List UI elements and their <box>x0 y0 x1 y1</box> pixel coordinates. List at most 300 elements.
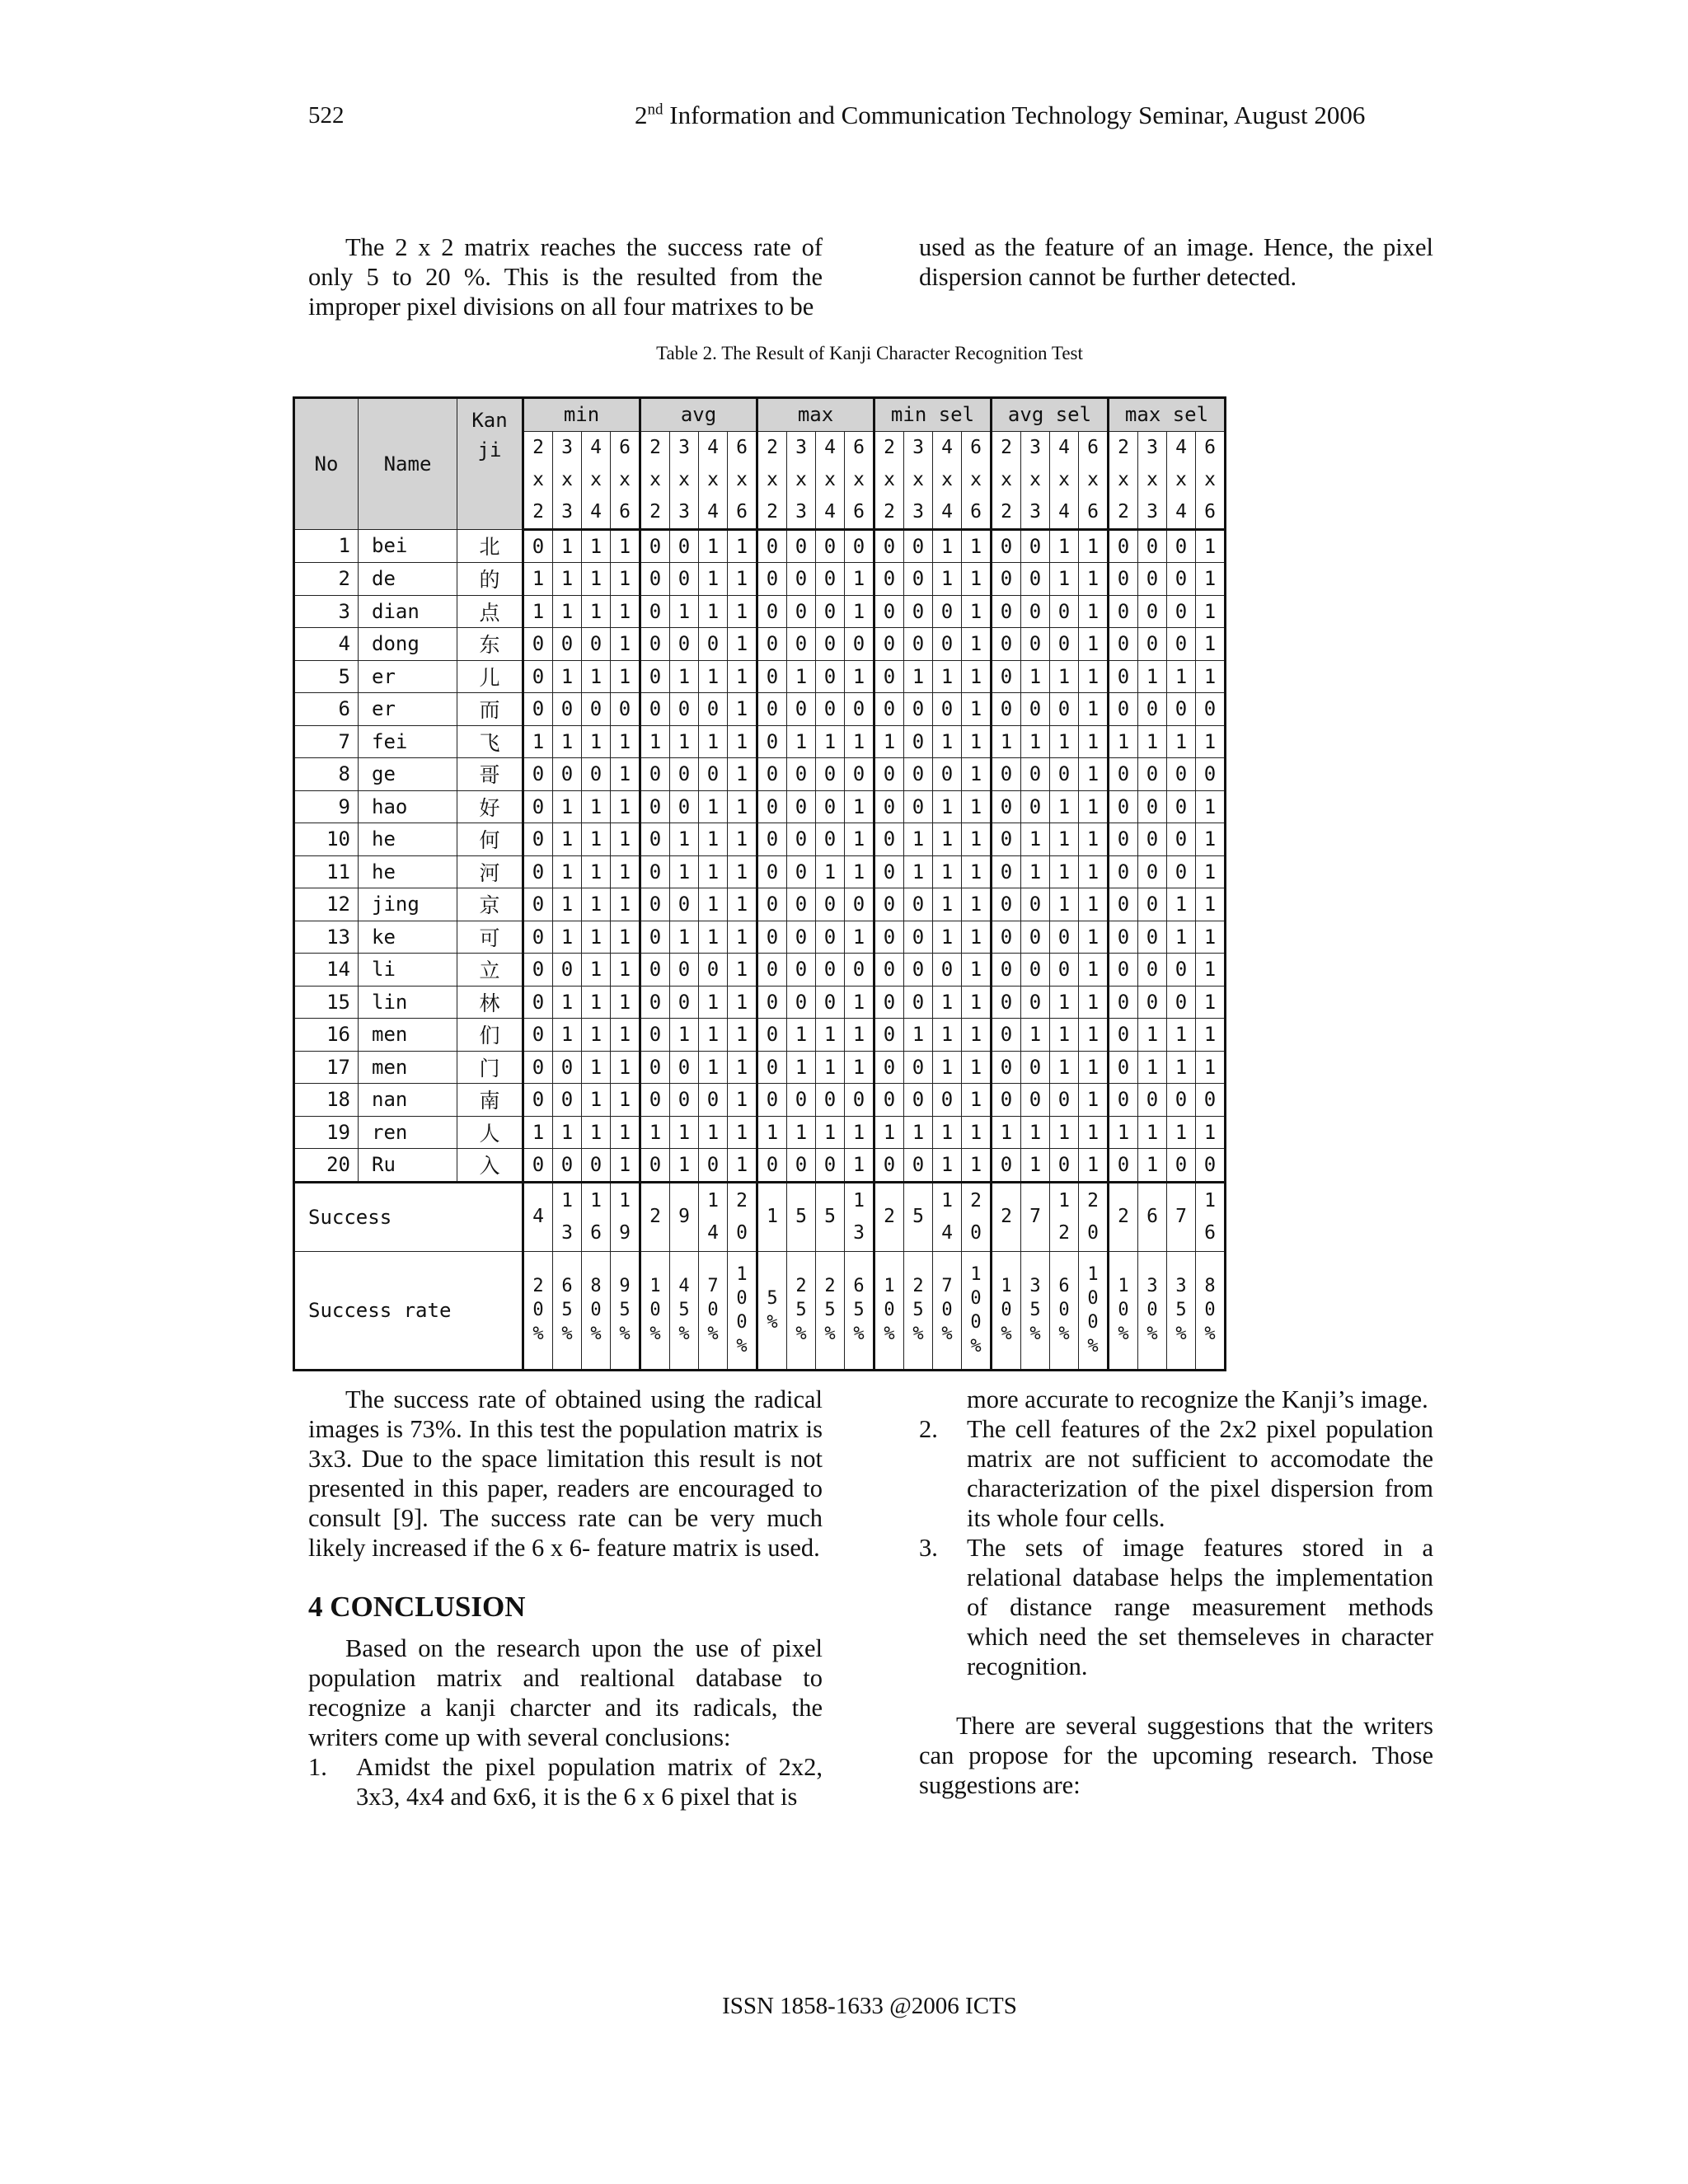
result-cell: 1 <box>553 1019 582 1052</box>
result-cell: 1 <box>1079 563 1109 596</box>
success-count-cell <box>904 1182 933 1251</box>
result-cell: 1 <box>611 563 640 596</box>
cell-char: 5 <box>824 1206 836 1227</box>
result-cell: 0 <box>933 758 962 791</box>
result-cell: 0 <box>874 954 904 987</box>
result-cell: 0 <box>699 1149 728 1183</box>
result-cell: 0 <box>874 888 904 921</box>
matrix-size-header <box>582 431 611 529</box>
table-row <box>294 660 1226 693</box>
result-cell: 1 <box>962 954 992 987</box>
cell-char: x <box>1118 468 1129 490</box>
result-cell: 1 <box>1138 1149 1167 1183</box>
result-cell: 1 <box>962 921 992 954</box>
result-cell: 0 <box>816 986 845 1019</box>
result-cell: 1 <box>1079 986 1109 1019</box>
cell-char: 4 <box>824 436 836 458</box>
result-cell: 1 <box>611 1019 640 1052</box>
cell-char: 3 <box>795 436 807 458</box>
cell-char: 2 <box>795 1276 807 1296</box>
result-cell: 1 <box>523 563 553 596</box>
row-name: fei <box>359 725 457 758</box>
result-cell: 0 <box>874 595 904 628</box>
result-cell: 0 <box>787 758 816 791</box>
result-cell: 0 <box>611 693 640 726</box>
cell-char: x <box>912 468 924 490</box>
cell-char: 6 <box>1204 436 1216 458</box>
matrix-size-header <box>992 431 1021 529</box>
cell-char: 0 <box>1118 1300 1129 1320</box>
result-cell: 0 <box>699 1084 728 1117</box>
body-right-column <box>919 1385 1433 1800</box>
result-cell: 0 <box>874 986 904 1019</box>
row-kanji: 北 <box>457 529 523 563</box>
result-cell: 0 <box>787 888 816 921</box>
cell-char: 5 <box>912 1300 924 1320</box>
result-cell: 1 <box>962 693 992 726</box>
matrix-size-header <box>816 431 845 529</box>
result-cell: 1 <box>611 1149 640 1183</box>
cell-char: 0 <box>1087 1221 1099 1244</box>
result-cell: 1 <box>582 921 611 954</box>
result-cell: 1 <box>1079 823 1109 856</box>
result-cell: 0 <box>904 921 933 954</box>
result-cell: 0 <box>757 595 787 628</box>
result-cell: 1 <box>933 660 962 693</box>
result-cell: 1 <box>611 855 640 888</box>
result-cell: 0 <box>523 986 553 1019</box>
result-cell: 0 <box>1021 921 1050 954</box>
result-cell: 0 <box>1109 660 1138 693</box>
result-cell: 0 <box>1167 758 1196 791</box>
result-cell: 1 <box>553 595 582 628</box>
result-cell: 1 <box>992 725 1021 758</box>
result-cell: 0 <box>816 954 845 987</box>
cell-char: 2 <box>912 1276 924 1296</box>
cell-char: 5 <box>853 1300 865 1320</box>
table-row <box>294 986 1226 1019</box>
result-cell: 0 <box>1109 628 1138 661</box>
cell-char: x <box>561 468 573 490</box>
result-cell: 1 <box>962 1051 992 1084</box>
result-cell: 1 <box>962 823 992 856</box>
cell-char: 3 <box>561 1221 573 1244</box>
result-cell: 1 <box>1196 855 1226 888</box>
cell-char: 1 <box>561 1189 573 1212</box>
result-cell: 1 <box>962 563 992 596</box>
cell-char: 5 <box>619 1300 631 1320</box>
cell-char: % <box>941 1324 953 1344</box>
result-cell: 0 <box>992 1019 1021 1052</box>
intro-right-column <box>919 232 1433 292</box>
result-cell: 0 <box>670 529 699 563</box>
result-cell: 1 <box>933 921 962 954</box>
result-cell: 0 <box>816 563 845 596</box>
cell-char: 0 <box>736 1287 748 1309</box>
result-cell: 1 <box>670 595 699 628</box>
result-cell: 1 <box>933 1051 962 1084</box>
list-number: 1. <box>308 1753 327 1781</box>
result-cell: 1 <box>1021 725 1050 758</box>
result-cell: 0 <box>1167 1149 1196 1183</box>
result-cell: 0 <box>1167 628 1196 661</box>
success-rate-label: Success rate <box>294 1251 523 1370</box>
cell-char: x <box>649 468 661 490</box>
result-cell: 1 <box>1050 725 1079 758</box>
result-cell: 1 <box>1196 888 1226 921</box>
result-cell: 0 <box>523 921 553 954</box>
cell-char: % <box>1001 1324 1012 1344</box>
result-cell: 0 <box>1167 1084 1196 1117</box>
result-cell: 1 <box>1079 758 1109 791</box>
result-cell: 0 <box>933 1084 962 1117</box>
success-rate-cell <box>1021 1251 1050 1370</box>
cell-char: 6 <box>619 436 631 458</box>
table-row <box>294 1149 1226 1183</box>
cell-char: 7 <box>941 1276 953 1296</box>
result-cell: 0 <box>874 1149 904 1183</box>
result-cell: 0 <box>992 529 1021 563</box>
cell-char: 2 <box>532 1276 544 1296</box>
row-kanji: 们 <box>457 1019 523 1052</box>
result-cell: 1 <box>816 725 845 758</box>
row-kanji: 的 <box>457 563 523 596</box>
result-cell: 0 <box>1050 758 1079 791</box>
success-count-cell <box>845 1182 874 1251</box>
cell-char: x <box>853 468 865 490</box>
result-cell: 1 <box>1079 855 1109 888</box>
result-cell: 1 <box>728 855 757 888</box>
cell-char: 0 <box>707 1300 719 1320</box>
matrix-size-header <box>757 431 787 529</box>
col-header-name: Name <box>359 398 457 530</box>
result-cell: 0 <box>640 758 670 791</box>
row-number: 15 <box>294 986 359 1019</box>
success-rate-cell <box>640 1251 670 1370</box>
result-cell: 0 <box>640 1084 670 1117</box>
table-row <box>294 758 1226 791</box>
result-cell: 0 <box>670 790 699 823</box>
result-cell: 0 <box>1021 693 1050 726</box>
cell-char: x <box>532 468 544 490</box>
success-count-cell <box>787 1182 816 1251</box>
result-cell: 1 <box>1050 888 1079 921</box>
cell-char: 6 <box>590 1221 602 1244</box>
result-cell: 0 <box>1167 954 1196 987</box>
result-cell: 0 <box>1196 693 1226 726</box>
success-label: Success <box>294 1182 523 1251</box>
cell-char: 3 <box>1146 1276 1158 1296</box>
result-cell: 0 <box>757 660 787 693</box>
result-cell: 0 <box>816 529 845 563</box>
col-header-no: No <box>294 398 359 530</box>
cell-char: 0 <box>941 1300 953 1320</box>
cell-char: 9 <box>619 1221 631 1244</box>
cell-char: 0 <box>1146 1300 1158 1320</box>
result-cell: 0 <box>757 823 787 856</box>
result-cell: 1 <box>699 888 728 921</box>
cell-char: 2 <box>1058 1221 1070 1244</box>
result-cell: 0 <box>699 758 728 791</box>
result-cell: 0 <box>787 1084 816 1117</box>
result-cell: 1 <box>699 986 728 1019</box>
result-cell: 0 <box>904 1051 933 1084</box>
list-number: 3. <box>919 1534 938 1562</box>
result-cell: 1 <box>1050 660 1079 693</box>
result-cell: 1 <box>553 888 582 921</box>
success-rate-cell <box>757 1251 787 1370</box>
cell-char: % <box>1146 1324 1158 1344</box>
cell-char: 4 <box>707 500 719 523</box>
result-cell: 0 <box>874 921 904 954</box>
result-cell: 0 <box>992 563 1021 596</box>
row-kanji: 林 <box>457 986 523 1019</box>
result-cell: 1 <box>1196 595 1226 628</box>
matrix-size-header <box>523 431 553 529</box>
result-cell: 1 <box>728 725 757 758</box>
result-cell: 0 <box>1138 595 1167 628</box>
result-cell: 0 <box>992 986 1021 1019</box>
success-count-cell <box>523 1182 553 1251</box>
success-rate-cell <box>1050 1251 1079 1370</box>
row-number: 8 <box>294 758 359 791</box>
result-cell: 0 <box>992 1084 1021 1117</box>
result-cell: 1 <box>962 1116 992 1149</box>
result-cell: 1 <box>1050 986 1079 1019</box>
cell-char: 4 <box>707 436 719 458</box>
page-number: 522 <box>308 102 345 129</box>
result-cell: 1 <box>699 1051 728 1084</box>
result-cell: 0 <box>787 529 816 563</box>
matrix-size-header <box>1079 431 1109 529</box>
result-cell: 1 <box>1167 1019 1196 1052</box>
result-cell: 0 <box>1138 888 1167 921</box>
table-row <box>294 563 1226 596</box>
row-name: lin <box>359 986 457 1019</box>
result-cell: 1 <box>699 921 728 954</box>
success-rate-cell <box>1167 1251 1196 1370</box>
cell-char: x <box>1175 468 1187 490</box>
result-cell: 0 <box>1167 595 1196 628</box>
success-count-cell <box>582 1182 611 1251</box>
success-count-cell <box>1021 1182 1050 1251</box>
result-cell: 0 <box>523 888 553 921</box>
result-cell: 0 <box>757 1051 787 1084</box>
result-cell: 1 <box>728 1019 757 1052</box>
result-cell: 1 <box>904 1019 933 1052</box>
cell-char: 3 <box>1146 500 1158 523</box>
result-cell: 0 <box>992 855 1021 888</box>
result-cell: 1 <box>728 660 757 693</box>
cell-char: % <box>707 1324 719 1344</box>
result-cell: 0 <box>757 1084 787 1117</box>
result-cell: 1 <box>816 1116 845 1149</box>
result-cell: 0 <box>904 725 933 758</box>
result-cell: 1 <box>962 790 992 823</box>
success-count-cell <box>962 1182 992 1251</box>
row-number: 4 <box>294 628 359 661</box>
cell-char: 1 <box>1087 1263 1099 1285</box>
row-name: ge <box>359 758 457 791</box>
cell-char: 2 <box>884 500 895 523</box>
success-rate-cell <box>845 1251 874 1370</box>
result-cell: 1 <box>611 1084 640 1117</box>
result-cell: 1 <box>728 790 757 823</box>
result-cell: 0 <box>1138 921 1167 954</box>
row-number: 16 <box>294 1019 359 1052</box>
result-cell: 0 <box>523 529 553 563</box>
row-name: ren <box>359 1116 457 1149</box>
success-count-cell <box>553 1182 582 1251</box>
cell-char: x <box>1087 468 1099 490</box>
row-kanji: 哥 <box>457 758 523 791</box>
row-name: er <box>359 660 457 693</box>
result-cell: 0 <box>845 1084 874 1117</box>
table-row <box>294 725 1226 758</box>
success-count-cell <box>933 1182 962 1251</box>
result-cell: 0 <box>874 660 904 693</box>
result-cell: 0 <box>640 954 670 987</box>
result-cell: 0 <box>1021 1084 1050 1117</box>
running-header <box>635 101 1365 130</box>
cell-char: 2 <box>649 500 661 523</box>
cell-char: 2 <box>1087 1189 1099 1212</box>
cell-char: 0 <box>1087 1311 1099 1333</box>
result-cell: 1 <box>1021 1019 1050 1052</box>
cell-char: 5 <box>795 1206 807 1227</box>
cell-char: 2 <box>970 1189 982 1212</box>
cell-char: 5 <box>561 1300 573 1320</box>
result-cell: 0 <box>757 954 787 987</box>
cell-char: 6 <box>736 500 748 523</box>
matrix-size-header <box>874 431 904 529</box>
row-kanji: 河 <box>457 855 523 888</box>
cell-char: 3 <box>1146 436 1158 458</box>
cell-char: 1 <box>1001 1276 1012 1296</box>
result-cell: 1 <box>1050 790 1079 823</box>
result-cell: 0 <box>1050 595 1079 628</box>
result-cell: 1 <box>845 823 874 856</box>
result-cell: 0 <box>904 954 933 987</box>
cell-char: % <box>619 1324 631 1344</box>
result-cell: 0 <box>757 758 787 791</box>
result-cell: 0 <box>1050 921 1079 954</box>
result-cell: 1 <box>553 660 582 693</box>
result-cell: 1 <box>611 1116 640 1149</box>
result-cell: 1 <box>553 921 582 954</box>
cell-char: 3 <box>678 500 690 523</box>
cell-char: 7 <box>1175 1206 1187 1227</box>
result-cell: 1 <box>582 954 611 987</box>
matrix-size-header <box>787 431 816 529</box>
result-cell: 0 <box>1109 693 1138 726</box>
cell-char: 0 <box>736 1221 748 1244</box>
result-cell: 0 <box>787 628 816 661</box>
cell-char: x <box>795 468 807 490</box>
result-cell: 1 <box>699 1116 728 1149</box>
result-cell: 1 <box>582 790 611 823</box>
result-cell: 0 <box>1109 855 1138 888</box>
cell-char: % <box>970 1335 982 1357</box>
result-cell: 0 <box>1109 1149 1138 1183</box>
result-cell: 0 <box>1021 986 1050 1019</box>
result-cell: 1 <box>904 660 933 693</box>
result-cell: 0 <box>904 563 933 596</box>
result-cell: 1 <box>523 725 553 758</box>
matrix-size-header <box>1109 431 1138 529</box>
result-cell: 0 <box>904 529 933 563</box>
row-kanji: 好 <box>457 790 523 823</box>
row-kanji: 南 <box>457 1084 523 1117</box>
result-cell: 1 <box>1196 823 1226 856</box>
success-row <box>294 1182 1226 1251</box>
cell-char: 0 <box>1058 1300 1070 1320</box>
result-cell: 1 <box>1138 1051 1167 1084</box>
result-cell: 0 <box>523 628 553 661</box>
result-cell: 0 <box>933 954 962 987</box>
cell-char: 1 <box>649 1276 661 1296</box>
cell-char: % <box>1204 1324 1216 1344</box>
row-number: 5 <box>294 660 359 693</box>
success-rate-cell <box>1138 1251 1167 1370</box>
cell-char: 4 <box>941 1221 953 1244</box>
result-cell: 0 <box>874 563 904 596</box>
cell-char: 3 <box>1029 1276 1041 1296</box>
result-cell: 0 <box>816 888 845 921</box>
row-kanji: 京 <box>457 888 523 921</box>
cell-char: 2 <box>1118 1206 1129 1227</box>
result-cell: 0 <box>757 921 787 954</box>
cell-char: 4 <box>1175 500 1187 523</box>
cell-char: 7 <box>707 1276 719 1296</box>
result-cell: 1 <box>1138 1019 1167 1052</box>
success-rate-cell <box>553 1251 582 1370</box>
result-cell: 1 <box>728 921 757 954</box>
result-cell: 1 <box>962 660 992 693</box>
result-cell: 1 <box>728 628 757 661</box>
row-name: nan <box>359 1084 457 1117</box>
result-cell: 0 <box>992 888 1021 921</box>
result-cell: 0 <box>640 823 670 856</box>
cell-char: 6 <box>736 436 748 458</box>
result-cell: 0 <box>1167 855 1196 888</box>
cell-char: 2 <box>1001 1206 1012 1227</box>
cell-char: 6 <box>1146 1206 1158 1227</box>
table-row <box>294 1116 1226 1149</box>
row-number: 10 <box>294 823 359 856</box>
result-cell: 0 <box>904 1084 933 1117</box>
conclusion-list-part2 <box>919 1385 1433 1681</box>
result-cell: 1 <box>787 1116 816 1149</box>
cell-char: % <box>649 1324 661 1344</box>
success-count-cell <box>1079 1182 1109 1251</box>
result-cell: 0 <box>757 1149 787 1183</box>
result-cell: 0 <box>553 1084 582 1117</box>
result-cell: 0 <box>992 823 1021 856</box>
cell-char: x <box>824 468 836 490</box>
result-cell: 0 <box>640 855 670 888</box>
result-cell: 0 <box>904 986 933 1019</box>
result-cell: 0 <box>523 758 553 791</box>
result-cell: 1 <box>640 725 670 758</box>
cell-char: 2 <box>736 1189 748 1212</box>
result-cell: 1 <box>1021 1149 1050 1183</box>
table-row <box>294 1019 1226 1052</box>
row-name: men <box>359 1019 457 1052</box>
result-cell: 0 <box>1021 563 1050 596</box>
success-rate-cell <box>992 1251 1021 1370</box>
result-cell: 1 <box>933 1149 962 1183</box>
